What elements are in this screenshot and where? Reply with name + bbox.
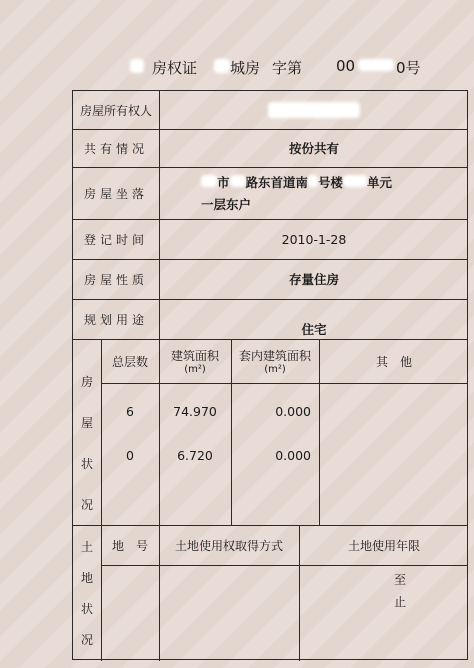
house-side-char: 房 <box>80 375 93 389</box>
row2-floors: 0 <box>126 447 134 463</box>
land-side-char: 况 <box>80 633 93 647</box>
usage-label: 规划用途 <box>83 312 148 327</box>
row2-inner-area: 0.000 <box>275 447 311 463</box>
header-inner-area-text: 套内建筑面积 <box>238 349 311 363</box>
house-side-char: 屋 <box>80 416 93 430</box>
land-side-char: 状 <box>80 602 93 616</box>
redacted-building <box>308 175 318 187</box>
location-label: 房屋坐落 <box>83 186 148 201</box>
row2-area: 6.720 <box>177 447 213 463</box>
land-term-end: 止 <box>393 594 406 609</box>
redacted-road <box>230 175 246 187</box>
certificate-table <box>72 90 468 660</box>
land-header-acquisition: 土地使用权取得方式 <box>174 538 283 553</box>
zi-di: 字第 <box>272 59 303 77</box>
header-other: 其 他 <box>375 354 412 369</box>
header-area-text: 建筑面积 <box>170 349 219 363</box>
house-status-side-label <box>73 361 101 525</box>
co-ownership-value: 按份共有 <box>288 141 339 156</box>
cert-number-prefix: 00 <box>336 57 356 75</box>
land-header-lot: 地 号 <box>111 538 148 553</box>
location-unit: 单元 <box>367 175 393 190</box>
location-building: 号楼 <box>318 175 344 190</box>
house-side-char: 状 <box>80 457 93 471</box>
location-city: 市 <box>217 175 230 190</box>
row1-floors: 6 <box>126 403 134 419</box>
house-side-char: 况 <box>80 498 93 512</box>
owner-label: 房屋所有权人 <box>79 103 152 118</box>
reg-time-label: 登记时间 <box>83 232 148 247</box>
land-term-to: 至 <box>393 572 406 587</box>
co-ownership-label: 共有情况 <box>83 141 148 156</box>
nature-value: 存量住房 <box>288 272 339 287</box>
header-floors: 总层数 <box>111 354 148 369</box>
reg-time-value: 2010-1-28 <box>281 231 347 247</box>
header-area <box>159 339 231 383</box>
nature-label: 房屋性质 <box>83 272 148 287</box>
land-status-side-label <box>73 531 101 655</box>
owner-value <box>159 91 469 129</box>
certificate-header <box>0 55 474 81</box>
header-area-unit: (m²) <box>184 364 206 375</box>
land-side-char: 地 <box>80 571 93 585</box>
usage-value: 住宅 <box>301 322 327 337</box>
row1-area: 74.970 <box>173 403 217 419</box>
redacted-owner <box>268 102 360 118</box>
redacted-city <box>201 175 217 187</box>
location-road: 路东首道南 <box>245 175 309 190</box>
cert-type: 房权证 <box>152 59 198 77</box>
row1-inner-area: 0.000 <box>275 403 311 419</box>
land-header-term: 土地使用年限 <box>347 538 420 553</box>
cert-number-suffix: 0号 <box>396 59 421 77</box>
location-value <box>159 167 469 219</box>
city-suffix: 城房 <box>230 59 261 77</box>
header-inner-area-unit: (m²) <box>264 364 286 375</box>
header-inner-area <box>231 339 319 383</box>
location-line2: 一层东户 <box>201 197 252 212</box>
redacted-unit <box>343 175 367 187</box>
land-side-char: 土 <box>80 540 93 554</box>
